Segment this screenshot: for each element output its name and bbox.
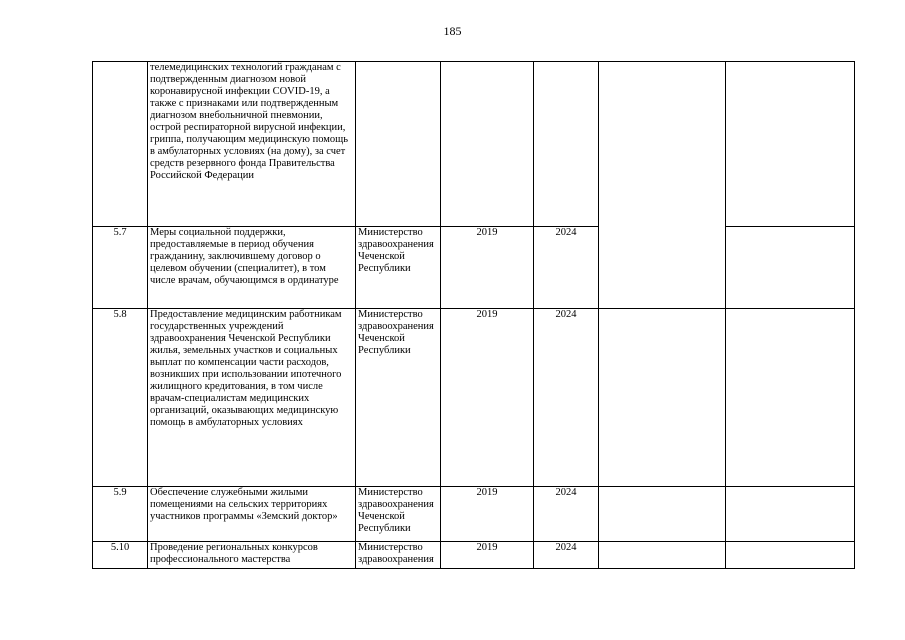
row-number: 5.8 (93, 309, 148, 487)
executor: Министерство здравоохранения (356, 542, 441, 569)
executor: Министерство здравоохранения Чеченской Республики (356, 309, 441, 487)
end-year: 2024 (534, 542, 599, 569)
measure-description: Обеспечение служебными жилыми помещениями на сельских территориях участников программы «Земский доктор» (148, 487, 356, 542)
row-number: 5.10 (93, 542, 148, 569)
row-number: 5.7 (93, 227, 148, 309)
table-row (93, 309, 855, 487)
measure-description: Меры социальной поддержки, предоставляемые в период обучения гражданину, заключившему договор о целевом обучении (специалитет), в том числе врачам, обучающимся в ординатуре (148, 227, 356, 309)
row-number: 5.9 (93, 487, 148, 542)
table-row (93, 487, 855, 542)
start-year: 2019 (441, 227, 534, 309)
table-row (93, 542, 855, 569)
measure-description: Проведение региональных конкурсов профессионального мастерства (148, 542, 356, 569)
page-number: 185 (443, 24, 462, 38)
table-row (93, 227, 855, 309)
end-year (534, 62, 599, 227)
start-year: 2019 (441, 309, 534, 487)
empty-cell (726, 487, 855, 542)
end-year: 2024 (534, 487, 599, 542)
table-row (93, 62, 855, 227)
measure-description: телемедицинских технологий гражданам с подтвержденным диагнозом новой коронавирусной инфекции COVID-19, а также с признаками или подтвержденным диагнозом внебольничной пневмонии, острой респираторной вирусной инфекции, гриппа, получающим медицинскую помощь в амбулаторных условиях (на дому), за счет средств резервного фонда Правительства Российской Федерации (148, 62, 356, 227)
empty-cell (599, 62, 726, 309)
measure-description: Предоставление медицинским работникам государственных учреждений здравоохранения Чеченской Республики жилья, земельных участков и социальных выплат по компенсации части расходов, возникших при использовании ипотечного жилищного кредитования, в том числе врачам-специалистам медицинских организаций, оказывающих медицинскую помощь в амбулаторных условиях (148, 309, 356, 487)
executor: Министерство здравоохранения Чеченской Республики (356, 227, 441, 309)
end-year: 2024 (534, 227, 599, 309)
empty-cell (599, 542, 726, 569)
executor (356, 62, 441, 227)
row-number (93, 62, 148, 227)
empty-cell (726, 227, 855, 309)
start-year (441, 62, 534, 227)
start-year: 2019 (441, 487, 534, 542)
program-table (92, 61, 855, 569)
empty-cell (599, 487, 726, 542)
end-year: 2024 (534, 309, 599, 487)
empty-cell (726, 309, 855, 487)
empty-cell (599, 309, 726, 487)
empty-cell (726, 62, 855, 227)
start-year: 2019 (441, 542, 534, 569)
empty-cell (726, 542, 855, 569)
executor: Министерство здравоохранения Чеченской Республики (356, 487, 441, 542)
